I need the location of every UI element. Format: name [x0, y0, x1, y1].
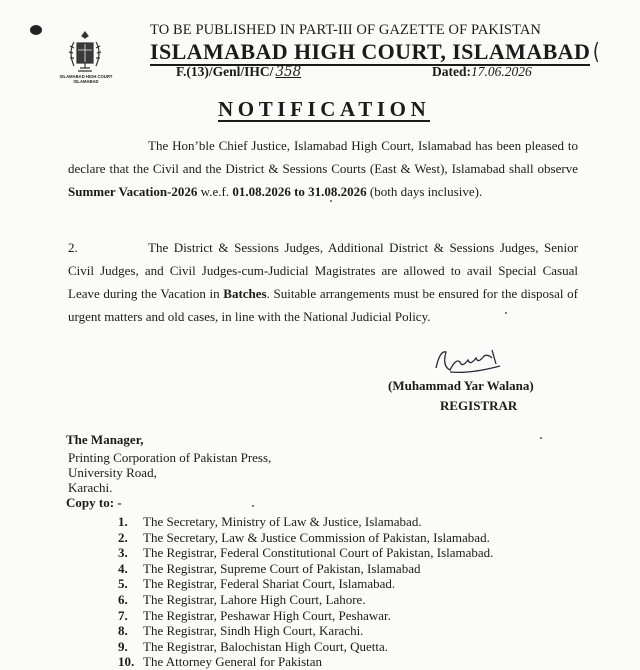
list-item-text: The Attorney General for Pakistan: [143, 654, 323, 670]
list-item: [118, 592, 493, 608]
list-item-text: The Secretary, Ministry of Law & Justice, Islamabad.: [143, 514, 422, 529]
list-item: [118, 561, 493, 577]
court-emblem-icon: [60, 28, 110, 78]
vacation-name: Summer Vacation-2026: [68, 184, 198, 199]
list-item: [118, 545, 493, 561]
list-item: [118, 623, 493, 639]
list-item: [118, 530, 493, 546]
date-line: [432, 64, 532, 80]
list-item: [118, 639, 493, 655]
paragraph-2-text-b: . Suitable arrangements must be ensured for the disposal of urgent matters and old cases, in line with the National Judicial Policy.: [68, 286, 578, 324]
list-item-number: 1.: [118, 514, 128, 529]
paragraph-2-number: 2.: [68, 240, 78, 255]
list-item-number: 2.: [118, 529, 128, 545]
addressee-line: University Road,: [68, 465, 157, 480]
addressee-line: Karachi.: [68, 480, 113, 495]
list-item-text: The Registrar, Federal Constitutional Court of Pakistan, Islamabad.: [143, 545, 494, 561]
paragraph-2-text-a: The District & Sessions Judges, Additional District & Sessions Judges, Senior Civil Judges, and Civil Judges-cum-Judicial Magistrates are allowed to avail Special Casual Leave during the Vacation in: [68, 240, 578, 301]
court-name: ISLAMABAD HIGH COURT, ISLAMABAD: [150, 39, 591, 64]
copy-to-list: [118, 514, 493, 670]
list-item-number: 3.: [118, 545, 128, 561]
paragraph-1-text-a: The Hon’ble Chief Justice, Islamabad High Court, Islamabad has been pleased to declare that the Civil and the District & Sessions Courts (East & West), Islamabad shall observe: [68, 138, 578, 176]
ink-speck: [252, 505, 254, 507]
list-item-number: 6.: [118, 591, 128, 607]
list-item-text: The Secretary, Law & Justice Commission of Pakistan, Islamabad.: [143, 529, 490, 545]
gazette-line: TO BE PUBLISHED IN PART-III OF GAZETTE OF PAKISTAN: [150, 22, 542, 38]
file-number: [176, 64, 301, 80]
signatory-name: (Muhammad Yar Walana): [388, 378, 534, 393]
margin-pen-mark: (: [592, 40, 600, 65]
list-item: [118, 654, 493, 670]
copy-to-title: Copy to: -: [66, 495, 122, 510]
paragraph-1-text-b: w.e.f.: [197, 184, 233, 199]
signatory-designation: REGISTRAR: [440, 398, 518, 413]
addressee-line: Printing Corporation of Pakistan Press,: [68, 450, 272, 465]
list-item-number: 9.: [118, 638, 128, 654]
list-item: [118, 576, 493, 592]
list-item: [118, 608, 493, 624]
list-item-number: 10.: [118, 654, 135, 670]
list-item: [118, 514, 493, 530]
list-item-text: The Registrar, Sindh High Court, Karachi.: [143, 623, 364, 639]
vacation-dates: 01.08.2026 to 31.08.2026: [232, 184, 367, 199]
list-item-text: The Registrar, Peshawar High Court, Peshawar.: [143, 607, 391, 623]
list-item-number: 4.: [118, 560, 128, 576]
dated-value: 17.06.2026: [471, 64, 532, 79]
paragraph-1-text-c: (both days inclusive).: [366, 184, 483, 199]
list-item-number: 5.: [118, 576, 128, 592]
list-item-text: The Registrar, Balochistan High Court, Quetta.: [143, 638, 388, 654]
addressee-title: The Manager,: [66, 432, 144, 447]
notification-title: NOTIFICATION: [218, 97, 431, 121]
emblem-caption: ISLAMABAD HIGH COURT ISLAMABAD: [59, 74, 113, 84]
batches-word: Batches: [223, 286, 267, 301]
file-number-handwritten: 358: [275, 64, 302, 80]
paragraph-1: [68, 134, 578, 203]
list-item-text: The Registrar, Supreme Court of Pakistan, Islamabad: [143, 560, 421, 576]
ink-speck: [540, 437, 542, 439]
list-item-text: The Registrar, Federal Shariat Court, Islamabad.: [143, 576, 396, 592]
list-item-number: 8.: [118, 623, 128, 639]
list-item-text: The Registrar, Lahore High Court, Lahore.: [143, 591, 366, 607]
ink-dot-mark: [30, 25, 42, 35]
registrar-signature: [430, 344, 510, 379]
dated-label: Dated:: [432, 64, 471, 79]
file-number-prefix: F.(13)/Genl/IHC/: [176, 64, 274, 79]
paragraph-2: [68, 236, 578, 328]
list-item-number: 7.: [118, 607, 128, 623]
